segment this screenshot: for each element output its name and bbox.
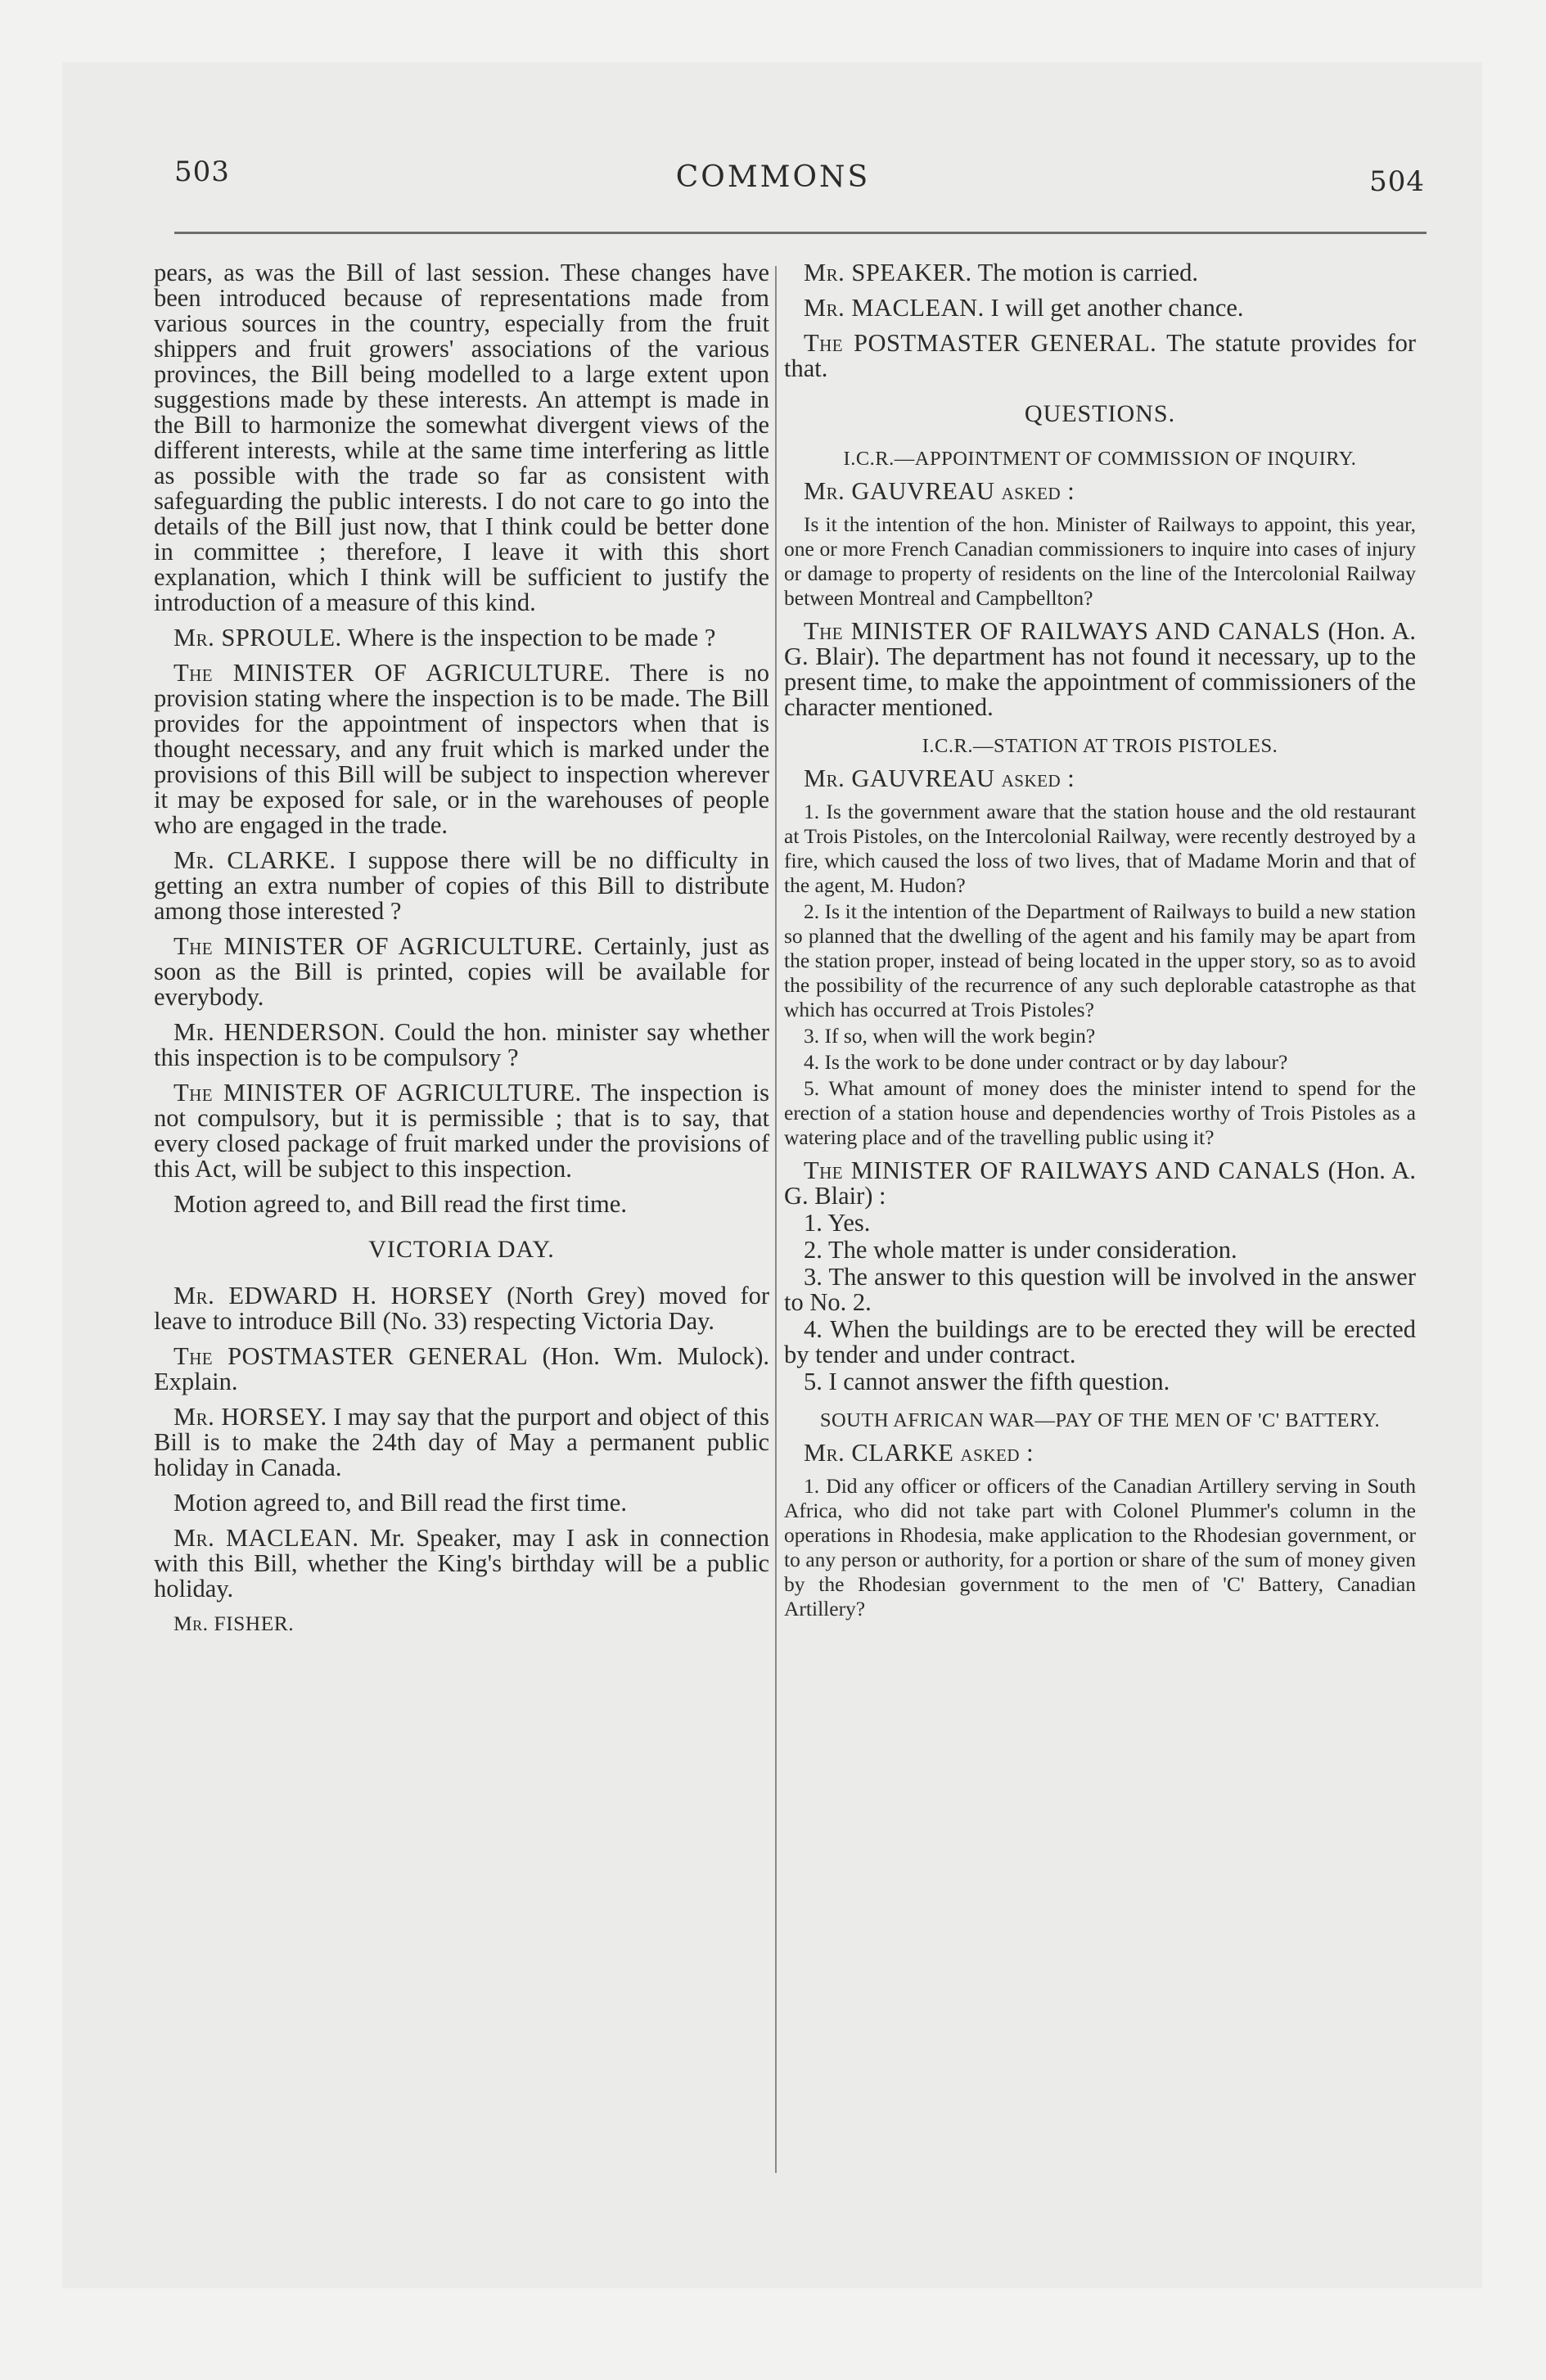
paragraph — [784, 619, 1416, 720]
paragraph — [154, 1344, 769, 1395]
right-column — [784, 260, 1416, 1623]
question-subheading: I.C.R.—STATION AT TROIS PISTOLES. — [922, 735, 1278, 757]
speech-text: The motion is carried. — [977, 259, 1199, 286]
paragraph: pears, as was the Bill of last session. These changes have been introduced because of representations made from various sources in the country, especially from the fruit shippers and fruit growers' associations of the various provinces, the Bill being modelled to a large extent upon suggestions made by these interests. An attempt is made in the Bill to harmonize the somewhat divergent views of the different interests, while at the same time interfering as little as possible with the trade so far as consistent with safeguarding the public interests. I do not care to go into the details of the Bill just now, that I think could be better done in committee ; therefore, I leave it with this short explanation, which I think will be sufficient to justify the introduction of a measure of this kind. — [154, 259, 769, 616]
speech-text: (Hon. Wm. Mulock). Explain. — [154, 1342, 770, 1395]
answer-item: 5. I cannot answer the fifth question. — [804, 1368, 1170, 1395]
speech-text: Where is the inspection to be made ? — [347, 624, 716, 651]
speaker-name: The POSTMASTER GENERAL — [174, 1342, 529, 1370]
answer-item: 4. When the buildings are to be erected they will be erected by tender and under contract. — [784, 1315, 1416, 1368]
running-title: COMMONS — [675, 160, 871, 194]
question-item: 2. Is it the intention of the Department of Railways to build a new station so planned that the dwelling of the agent and his family may be apart from the station proper, instead of being located in the upper story, so as to avoid the possibility of the recurrence of any such deplorable catastrophe as that which has occurred at Trois Pistoles? — [784, 899, 1416, 1021]
speaker-name: Mr. CLARKE. — [174, 846, 336, 874]
paragraph — [154, 1404, 769, 1481]
speech-text: The statute provides for that. — [784, 329, 1417, 382]
paragraph — [154, 1526, 769, 1602]
column-divider — [775, 266, 777, 2173]
speech-text: I will get another chance. — [990, 294, 1244, 322]
question-item: 4. Is the work to be done under contract or by day labour? — [804, 1050, 1288, 1074]
question-text: Is it the intention of the hon. Minister of Railways to appoint, this year, one or more French Canadian commissioners to inquire into cases of injury or damage to property of residents on the line of the Intercolonial Railway between Montreal and Campbellton? — [784, 512, 1416, 610]
question-item: 1. Is the government aware that the station house and the old restaurant at Trois Pistoles, on the Intercolonial Railway, were recently destroyed by a fire, which caused the loss of two lives, that of Madame Morin and that of the agent, M. Hudon? — [784, 800, 1416, 897]
question-item: 3. If so, when will the work begin? — [804, 1024, 1096, 1048]
paragraph — [154, 625, 769, 651]
header-rule — [174, 232, 1427, 234]
speaker-name: Mr. MACLEAN. — [174, 1524, 359, 1552]
asked-line: Mr. GAUVREAU asked : — [804, 764, 1075, 792]
speech-text: Mr. Speaker, may I ask in connection with this Bill, whether the King's birthday will be a public holiday. — [154, 1524, 770, 1602]
speech-text: I suppose there will be no difficulty in getting an extra number of copies of this Bill to distribute among those interested ? — [154, 846, 769, 925]
speaker-name: Mr. MACLEAN. — [804, 294, 985, 322]
paragraph — [784, 295, 1416, 321]
page-number-right: 504 — [1369, 165, 1425, 198]
speech-text: Could the hon. minister say whether this inspection is to be compulsory ? — [154, 1018, 770, 1071]
speech-text: (North Grey) moved for leave to introduce Bill (No. 33) respecting Victoria Day. — [154, 1282, 770, 1335]
speech-text: Certainly, just as soon as the Bill is printed, copies will be available for everybody. — [154, 932, 769, 1011]
question-item: 5. What amount of money does the minister intend to spend for the erection of a station house and dependencies worthy of Trois Pistoles as a watering place and of the travelling public using it? — [784, 1076, 1416, 1149]
speaker-name: Mr. HORSEY. — [174, 1403, 327, 1431]
paragraph — [154, 1080, 769, 1182]
asked-line: Mr. CLARKE asked : — [804, 1439, 1034, 1467]
paragraph — [154, 660, 769, 838]
speaker-name: Mr. EDWARD H. HORSEY — [174, 1282, 494, 1309]
page-number-left: 503 — [174, 156, 230, 188]
answer-item: 1. Yes. — [804, 1209, 871, 1237]
speech-text: (Hon. A. G. Blair) : — [784, 1156, 1416, 1210]
paragraph — [784, 331, 1416, 381]
answer-item: 2. The whole matter is under consideration. — [804, 1236, 1237, 1264]
paragraph — [154, 1283, 769, 1334]
speaker-name: The MINISTER OF AGRICULTURE. — [174, 932, 584, 960]
paragraph — [784, 1158, 1416, 1209]
paragraph — [154, 848, 769, 924]
speaker-name: The MINISTER OF RAILWAYS AND CANALS — [804, 1156, 1321, 1184]
speaker-name: The MINISTER OF AGRICULTURE. — [174, 1079, 582, 1107]
speech-text: I may say that the purport and object of this Bill is to make the 24th day of May a permanent public holiday in Canada. — [154, 1403, 769, 1481]
answer-item: 3. The answer to this question will be involved in the answer to No. 2. — [784, 1263, 1416, 1316]
speaker-name: The MINISTER OF RAILWAYS AND CANALS — [804, 617, 1321, 645]
section-heading: QUESTIONS. — [1024, 400, 1176, 427]
speaker-name: Mr. HENDERSON. — [174, 1018, 385, 1046]
question-item: 1. Did any officer or officers of the Canadian Artillery serving in South Africa, who did not take part with Colonel Plummer's column in the operations in Rhodesia, make application to the Rhodesian government, or to any person or authority, for a portion or share of the sum of money given by the Rhodesian government to the men of 'C' Battery, Canadian Artillery? — [784, 1474, 1416, 1620]
section-heading: VICTORIA DAY. — [368, 1236, 555, 1263]
asked-line: Mr. GAUVREAU asked : — [804, 477, 1075, 505]
speaker-name: The POSTMASTER GENERAL. — [804, 329, 1157, 357]
speech-text: The inspection is not compulsory, but it is permissible ; that is to say, that every closed package of fruit marked under the provisions of this Act, will be subject to this inspection. — [154, 1079, 769, 1183]
speaker-name: Mr. SPEAKER. — [804, 259, 972, 286]
paragraph: Motion agreed to, and Bill read the first time. — [174, 1489, 627, 1517]
left-column — [154, 260, 769, 1638]
speech-text: There is no provision stating where the inspection is to be made. The Bill provides for the appointment of inspectors when that is thought necessary, and any fruit which is marked under the provisions of this Bill will be subject to inspection wherever it may be exposed for sale, or in the warehouses of people who are engaged in the trade. — [154, 659, 770, 839]
speaker-name: The MINISTER OF AGRICULTURE. — [174, 659, 611, 687]
paragraph — [154, 1020, 769, 1071]
question-subheading: I.C.R.—APPOINTMENT OF COMMISSION OF INQUIRY. — [843, 448, 1357, 470]
speaker-name: Mr. SPROULE. — [174, 624, 342, 651]
speech-text: (Hon. A. G. Blair). The department has not found it necessary, up to the present time, to make the appointment of commissioners of the character mentioned. — [784, 617, 1416, 721]
paragraph — [784, 260, 1416, 286]
question-subheading: SOUTH AFRICAN WAR—PAY OF THE MEN OF 'C' BATTERY. — [819, 1409, 1381, 1431]
paragraph: Motion agreed to, and Bill read the first time. — [174, 1190, 627, 1218]
paragraph — [154, 1611, 769, 1636]
speaker-name: Mr. FISHER. — [174, 1611, 295, 1635]
paragraph — [154, 934, 769, 1010]
